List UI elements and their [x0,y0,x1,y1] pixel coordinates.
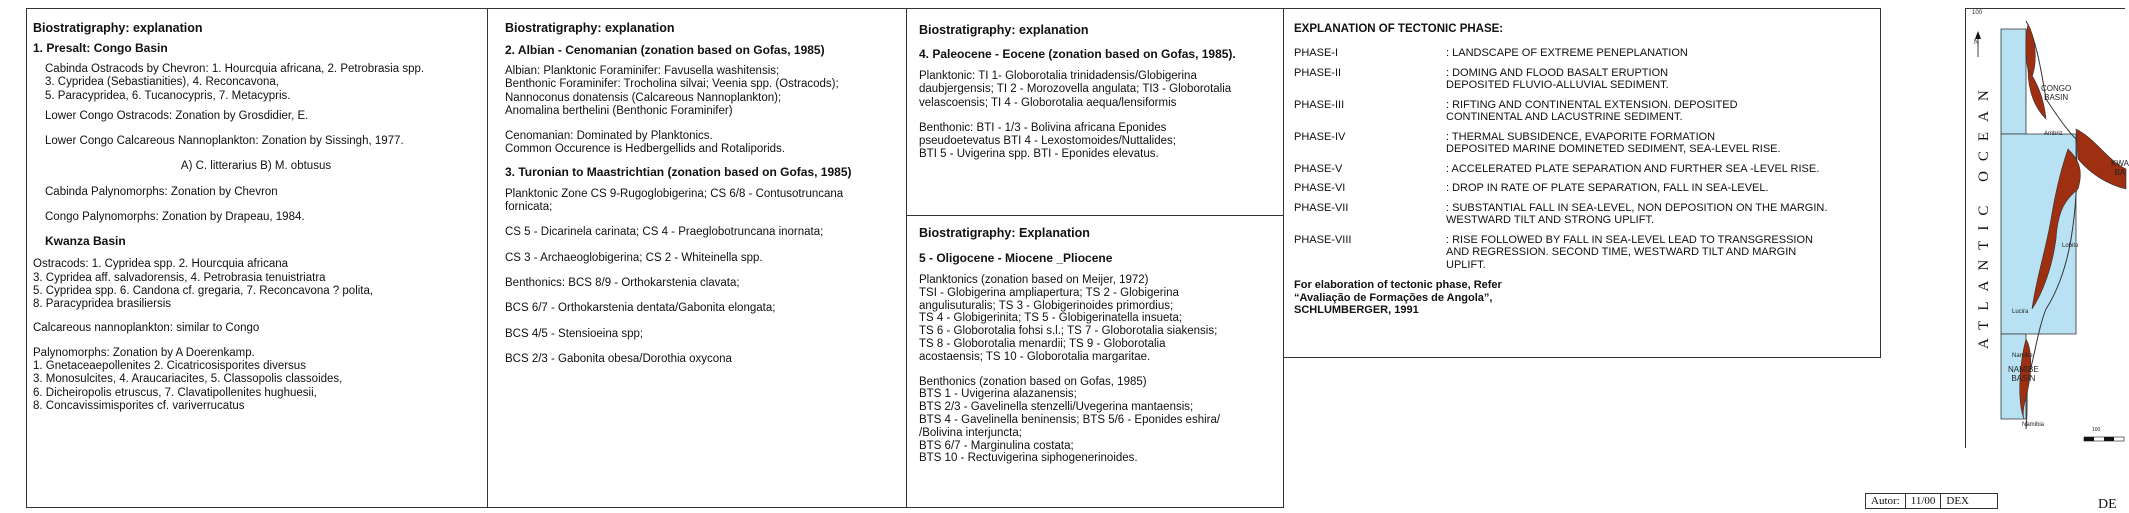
phase-description: : ACCELERATED PLATE SEPARATION AND FURTHER SEA -LEVEL RISE. [1446,162,1820,175]
text-block: BCS 4/5 - Stensioeina spp; [505,327,644,340]
author-box [1865,493,1998,509]
panel-presalt [26,8,488,508]
lat-label: 100 [1972,10,1983,16]
phase-name: PHASE-VII [1294,201,1349,214]
section-subheading: Kwanza Basin [45,234,126,249]
text-block: Palynomorphs: Zonation by A Doerenkamp. 1. Gnetaceaepollenites 2. Cicatricosisporites diversus 3. Monosulcites, 4. Araucariacites, 5. Classopolis classoides, 6. Dicheiropolis etruscus, 7. Clavatipollenites hughuesii, 8. Concavissimisporites cf. variverrucatus [33,346,343,413]
text-block: Cabinda Ostracods by Chevron: 1. Hourcquia africana, 2. Petrobrasia spp. 3. Cypridea (Sebastianities), 4. Reconcavona, 5. Paracypridea, 6. Tucanocypris, 7. Metacypris. [45,63,425,102]
label-congo-basin: CONGO BASIN [2041,84,2072,102]
section-heading: 2. Albian - Cenomanian (zonation based on Gofas, 1985) [505,43,825,57]
phase-description: : LANDSCAPE OF EXTREME PENEPLANATION [1446,47,1688,59]
panel-tectonic [1283,8,1881,358]
phase-description: : SUBSTANTIAL FALL IN SEA-LEVEL, NON DEPOSITION ON THE MARGIN. WESTWARD TILT AND STRONG UPLIFT. [1446,201,1828,226]
section-heading: 5 - Oligocene - Miocene _Pliocene [919,251,1113,265]
north-label: N [1974,39,1980,46]
label-lucira: Lucira [2012,309,2029,315]
tectonic-phase-row [1294,202,1874,227]
phase-name: PHASE-I [1294,47,1339,59]
label-namibe: Namibe [2012,353,2033,359]
text-block: Planktonic Zone CS 9-Rugoglobigerina; CS 6/8 - Contusotruncana fornicata; [505,187,844,214]
text-block: Benthonics (zonation based on Gofas, 1985) BTS 1 - Uvigerina alazanensis; BTS 2/3 - Gavelinella stenzelli/Uvegerina mantaensis; BTS 4 - Gavelinella beninensis; BTS 5/6 - Eponides eshira/ /Bolivina interjuncta; BTS 6/7 - Marginulina costata; BTS 10 - Rectuvigerina siphogenerinoides. [919,375,1221,465]
author-date: 11/00 [1906,494,1942,508]
phase-description: : DROP IN RATE OF PLATE SEPARATION, FALL IN SEA-LEVEL. [1446,182,1769,194]
text-block: Albian: Planktonic Foraminifer: Favusella washitensis; Benthonic Foraminifer: Trocholina silvai; Veenia spp. (Ostracods); Nannoconus donatensis (Calcareous Nannoplankton); Anomalina berthelini (Benthonic Foraminifer) [505,65,839,117]
label-kwanza-basin: KWA BA [2111,159,2129,177]
phase-name: PHASE-II [1294,66,1342,79]
phase-description: : RIFTING AND CONTINENTAL EXTENSION. DEPOSITED CONTINENTAL AND LACUSTRINE SEDIMENT. [1446,98,1738,123]
label-namibia: Namibia [2022,422,2045,428]
tectonic-phase-row [1294,47,1874,60]
text-block: CS 5 - Dicarinela carinata; CS 4 - Praeglobotruncana inornata; [505,226,824,239]
phase-description: : RISE FOLLOWED BY FALL IN SEA-LEVEL LEAD TO TRANSGRESSION AND REGRESSION. SECOND TIME, WESTWARD TILT AND MARGIN UPLIFT. [1446,233,1813,271]
tectonic-note: For elaboration of tectonic phase, Refer “Avaliação de Formações de Angola”, SCHLUMBERGER, 1991 [1294,279,1502,316]
text-block: Planktonic: TI 1- Globorotalia trinidadensis/Globigerina daubjergensis; TI 2 - Morozovella angulata; TI3 - Globorotalia velascoensis; TI 4 - Globorotalia aequa/lensiformis [919,70,1232,109]
phase-description: : THERMAL SUBSIDENCE, EVAPORITE FORMATION DEPOSITED MARINE DOMINETED SEDIMENT, SEA-LEVEL RISE. [1446,130,1781,155]
text-block: CS 3 - Archaeoglobigerina; CS 2 - Whiteinella spp. [505,251,763,264]
phase-name: PHASE-VI [1294,182,1346,194]
section-heading: 3. Turonian to Maastrichtian (zonation based on Gofas, 1985) [505,164,852,179]
scale-bar [2084,437,2124,441]
title-fragment: DE [2098,497,2117,512]
panel-title: Biostratigraphy: explanation [919,23,1089,37]
scale-label: 100 [2092,427,2101,433]
text-block: A) C. litterarius B) M. obtusus [180,160,332,173]
panel-oligocene [906,215,1284,508]
panel-title: Biostratigraphy: explanation [505,21,675,35]
label-lobito: Lobito [2062,243,2079,249]
tectonic-phase-row [1294,163,1874,176]
panel-title: EXPLANATION OF TECTONIC PHASE: [1294,23,1504,35]
tectonic-phase-row [1294,182,1874,195]
tectonic-phase-row [1294,131,1874,156]
phase-description: : DOMING AND FLOOD BASALT ERUPTION DEPOSITED FLUVIO-ALLUVIAL SEDIMENT. [1446,66,1669,91]
text-block: Lower Congo Ostracods: Zonation by Grosdidier, E. [45,109,309,122]
label-ambriz: Ambriz [2044,131,2063,137]
text-block: Cabinda Palynomorphs: Zonation by Chevron [45,185,278,198]
label-namibe-basin: NAMIBE BASIN [2008,365,2039,383]
text-block: BCS 6/7 - Orthokarstenia dentata/Gabonita elongata; [505,302,776,315]
panel-title: Biostratigraphy: explanation [33,21,203,35]
tectonic-phase-row [1294,67,1874,92]
text-block: Congo Palynomorphs: Zonation by Drapeau, 1984. [45,211,305,224]
text-block: BCS 2/3 - Gabonita obesa/Dorothia oxycona [505,352,732,365]
phase-name: PHASE-IV [1294,130,1346,143]
text-block: Ostracods: 1. Cypridea spp. 2. Hourcquia africana 3. Cypridea aff. salvadorensis, 4. Petrobrasia tenuistriatra 5. Cypridea spp. 6. Candona cf. gregaria, 7. Reconcavona ? polita, 8. Paracypridea brasiliersis [33,258,374,311]
panel-title: Biostratigraphy: Explanation [919,226,1090,240]
text-block: Planktonics (zonation based on Meijer, 1972) TSI - Globigerina ampliapertura; TS 2 - Globigerina angulisuturalis; TS 3 - Globigerinoides primordius; TS 4 - Globigerinita; TS 5 - Globigerinatella insueta; TS 6 - Globorotalia fohsi s.l.; TS 7 - Globorotalia siakensis; TS 8 - Globorotalia menardii; TS 9 - Globorotalia acostaensis; TS 10 - Globorotalia margaritae. [919,274,1218,363]
text-block: Benthonics: BCS 8/9 - Orthokarstenia clavata; [505,276,740,289]
author-initials: DEX [1946,495,1969,507]
panel-paleocene [906,8,1284,216]
tectonic-phase-row [1294,99,1874,124]
text-block: Calcareous nannoplankton: similar to Congo [33,321,260,334]
ocean-label: ATLANTIC OCEAN [1976,80,1992,349]
author-label: Autor: [1866,494,1906,508]
section-heading: 1. Presalt: Congo Basin [33,41,168,55]
text-block: Lower Congo Calcareous Nannoplankton: Zonation by Sissingh, 1977. [45,135,404,148]
angola-basin-map [1965,8,2129,448]
section-heading: 4. Paleocene - Eocene (zonation based on Gofas, 1985). [919,47,1236,61]
panel-cretaceous [487,8,907,508]
tectonic-phase-list [1294,47,1874,271]
phase-name: PHASE-VIII [1294,233,1352,246]
phase-name: PHASE-V [1294,162,1343,175]
text-block: Benthonic: BTI - 1/3 - Bolivina africana Eponides pseudoetevatus BTI 4 - Lexostomoides/Nuttalides; BTI 5 - Uvigerina spp. BTI - Eponides elevatus. [919,121,1176,161]
phase-name: PHASE-III [1294,98,1345,111]
text-block: Cenomanian: Dominated by Planktonics. Common Occurence is Hedbergellids and Rotaliporids. [505,130,785,156]
tectonic-phase-row [1294,234,1874,272]
